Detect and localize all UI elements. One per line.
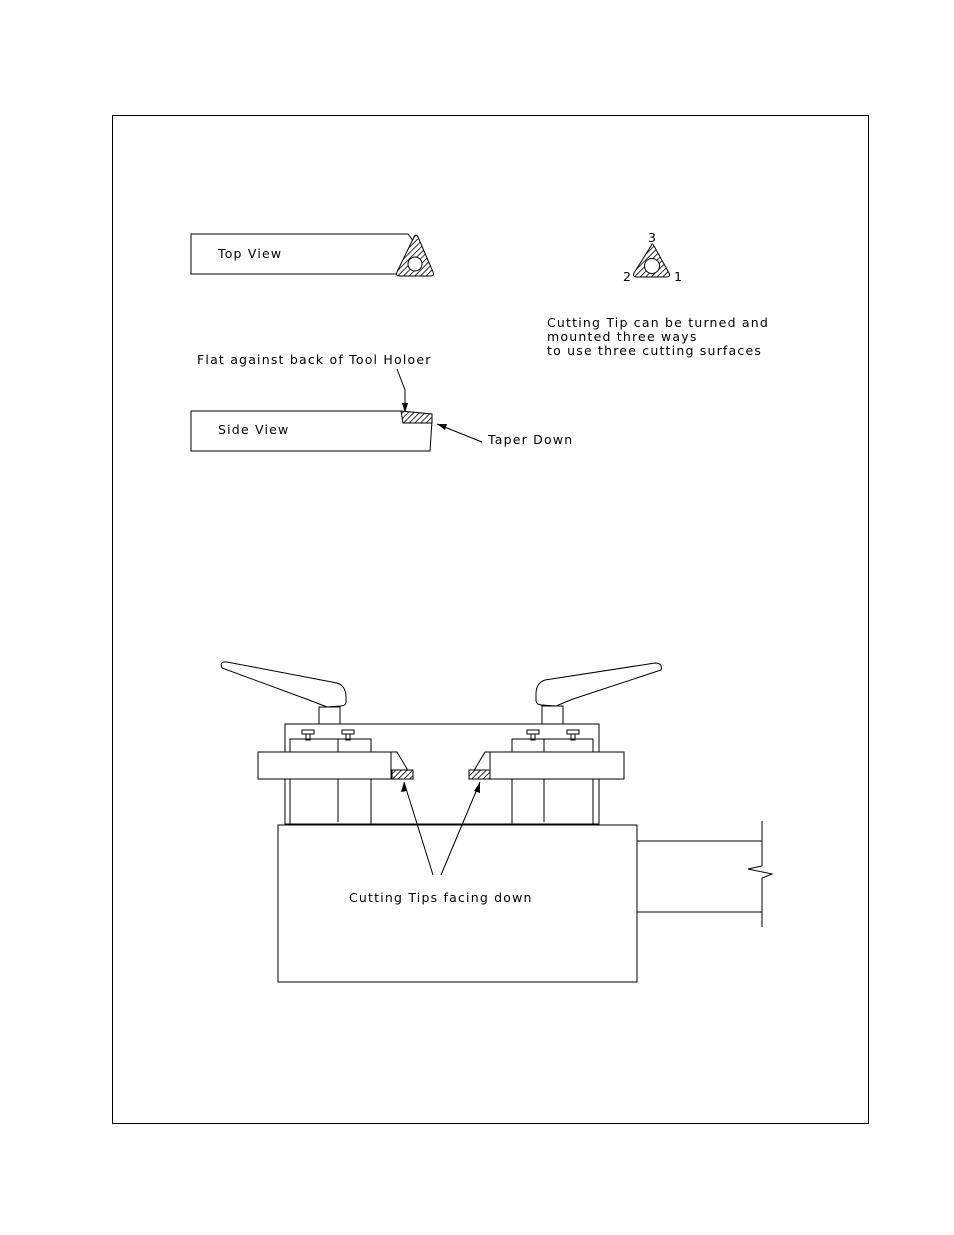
- cutting-tip-note: [547, 315, 769, 358]
- tip-position-1: 1: [674, 269, 682, 284]
- tip-position-3: 3: [648, 230, 656, 245]
- side-view-label: Side View: [218, 422, 290, 437]
- cutting-tip-note-line-2: mounted three ways: [547, 329, 698, 344]
- drawing-border: [113, 116, 869, 1124]
- tip-position-2: 2: [623, 269, 631, 284]
- cutting-tip-note-line-1: Cutting Tip can be turned and: [547, 315, 769, 330]
- top-view-tool: [191, 234, 434, 276]
- flat-against-label: Flat against back of Tool Holoer: [197, 352, 432, 367]
- tool-post-assembly: [221, 662, 772, 982]
- cutting-tip-insert: [623, 230, 682, 284]
- cutting-tips-facing-down-label: Cutting Tips facing down: [349, 890, 533, 905]
- taper-down-label: Taper Down: [488, 432, 574, 447]
- cutting-tip-note-line-3: to use three cutting surfaces: [547, 343, 763, 358]
- side-view-tool: [191, 352, 573, 451]
- top-view-label: Top View: [218, 246, 283, 261]
